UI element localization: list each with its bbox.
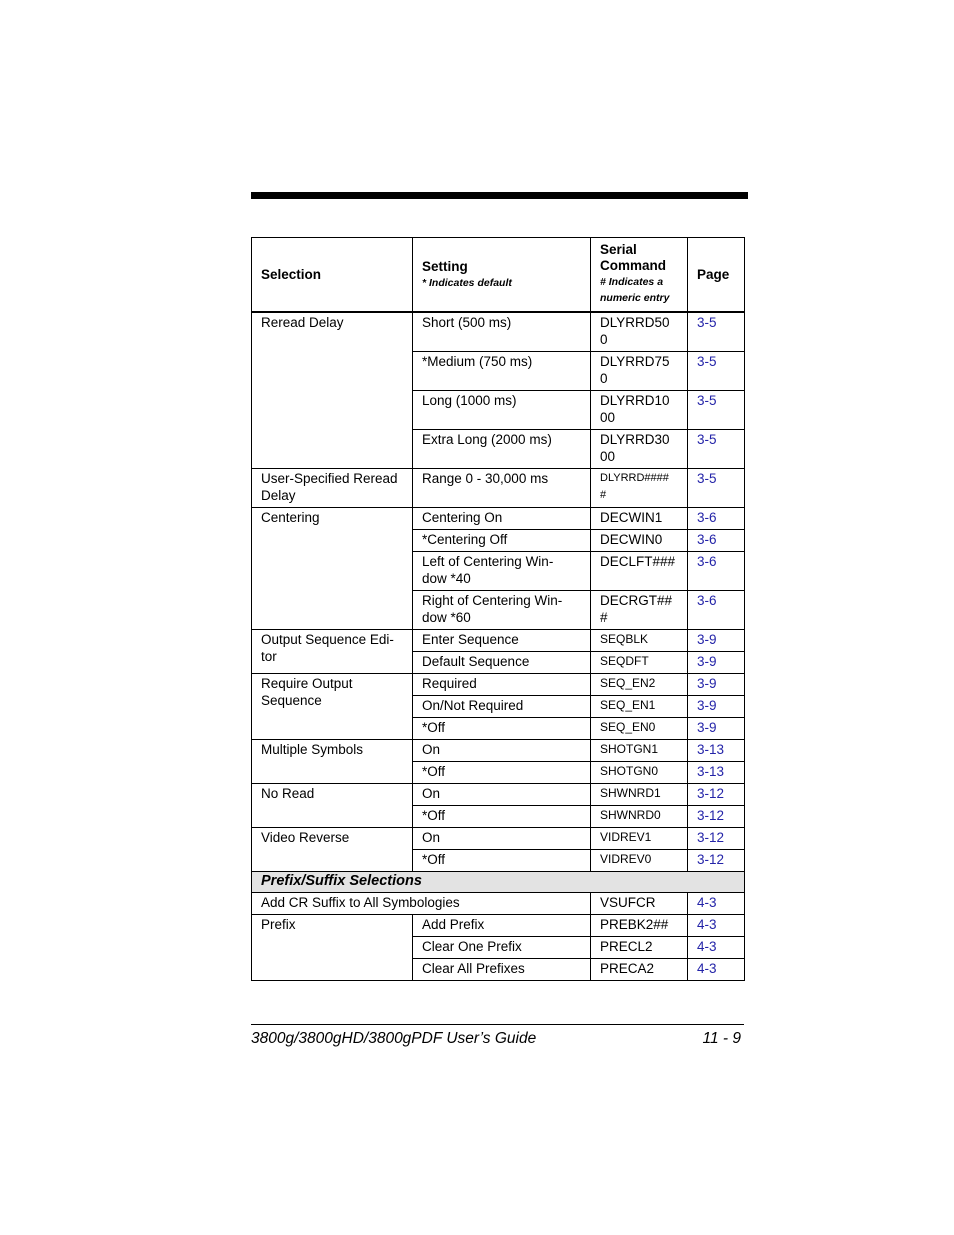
- command-cell: DLYRRD#### #: [591, 468, 688, 507]
- setting-cell: Clear One Prefix: [413, 936, 591, 958]
- command-cell: SEQ_EN1: [591, 695, 688, 717]
- table-row: [252, 673, 745, 695]
- page-link[interactable]: 3-9: [688, 695, 745, 717]
- page-link[interactable]: 3-5: [688, 468, 745, 507]
- footer-page-number: 11 - 9: [702, 1030, 741, 1047]
- command-cell: DECWIN1: [591, 507, 688, 529]
- command-cell: SHOTGN1: [591, 739, 688, 761]
- page-link[interactable]: 3-6: [688, 551, 745, 590]
- command-cell: DECRGT## #: [591, 590, 688, 629]
- command-cell: DLYRRD10 00: [591, 390, 688, 429]
- header-setting-note: * Indicates default: [422, 276, 512, 289]
- selection-cell: Multiple Symbols: [252, 739, 413, 783]
- page-link[interactable]: 3-12: [688, 805, 745, 827]
- setting-cell: On/Not Required: [413, 695, 591, 717]
- table-row: [252, 629, 745, 651]
- page-link[interactable]: 3-6: [688, 507, 745, 529]
- setting-cell: On: [413, 827, 591, 849]
- page-link[interactable]: 3-13: [688, 739, 745, 761]
- selection-cell: User-Specified Reread Delay: [252, 468, 413, 507]
- table-header-row: [252, 238, 745, 312]
- table-row: [252, 914, 745, 936]
- page-link[interactable]: 3-12: [688, 827, 745, 849]
- command-cell: VSUFCR: [591, 892, 688, 914]
- selection-cell: Prefix: [252, 914, 413, 980]
- setting-cell: On: [413, 783, 591, 805]
- setting-cell: Enter Sequence: [413, 629, 591, 651]
- header-serial-note: # Indicates a numeric entry: [600, 276, 670, 305]
- footer-guide-title: 3800g/3800gHD/3800gPDF User’s Guide: [251, 1030, 537, 1047]
- command-cell: SEQ_EN2: [591, 673, 688, 695]
- selection-cell: Centering: [252, 507, 413, 629]
- command-cell: PRECA2: [591, 958, 688, 980]
- table-row: [252, 507, 745, 529]
- section-header-row: [252, 871, 745, 892]
- table-row: [252, 892, 745, 914]
- command-cell: VIDREV1: [591, 827, 688, 849]
- section-title: Prefix/Suffix Selections: [252, 871, 745, 892]
- page-link[interactable]: 3-9: [688, 629, 745, 651]
- setting-cell: Default Sequence: [413, 651, 591, 673]
- setting-cell: On: [413, 739, 591, 761]
- selection-cell: Add CR Suffix to All Symbologies: [252, 892, 591, 914]
- page-link[interactable]: 3-6: [688, 529, 745, 551]
- page-link[interactable]: 3-5: [688, 390, 745, 429]
- table-row: [252, 468, 745, 507]
- setting-cell: Clear All Prefixes: [413, 958, 591, 980]
- page-link[interactable]: 3-12: [688, 849, 745, 871]
- page-link[interactable]: 3-13: [688, 761, 745, 783]
- setting-cell: *Centering Off: [413, 529, 591, 551]
- page-link[interactable]: 3-12: [688, 783, 745, 805]
- command-cell: DLYRRD30 00: [591, 429, 688, 468]
- page-link[interactable]: 4-3: [688, 958, 745, 980]
- command-cell: DECLFT###: [591, 551, 688, 590]
- page-link[interactable]: 4-3: [688, 914, 745, 936]
- setting-cell: *Off: [413, 805, 591, 827]
- command-cell: SEQ_EN0: [591, 717, 688, 739]
- command-cell: SEQDFT: [591, 651, 688, 673]
- footer-rule: [251, 1024, 744, 1025]
- page-link[interactable]: 4-3: [688, 892, 745, 914]
- setting-cell: *Off: [413, 761, 591, 783]
- selection-cell: Output Sequence Edi- tor: [252, 629, 413, 673]
- setting-cell: Required: [413, 673, 591, 695]
- command-cell: SHWNRD1: [591, 783, 688, 805]
- selection-cell: Require Output Sequence: [252, 673, 413, 739]
- page-link[interactable]: 3-5: [688, 351, 745, 390]
- setting-cell: *Medium (750 ms): [413, 351, 591, 390]
- top-rule: [251, 192, 748, 199]
- header-setting: [413, 238, 591, 312]
- table-row: [252, 827, 745, 849]
- command-cell: DLYRRD75 0: [591, 351, 688, 390]
- setting-cell: *Off: [413, 849, 591, 871]
- table-row: [252, 312, 745, 352]
- selection-cell: Video Reverse: [252, 827, 413, 871]
- page-link[interactable]: 3-5: [688, 429, 745, 468]
- command-cell: PRECL2: [591, 936, 688, 958]
- header-page: Page: [688, 238, 745, 312]
- page-link[interactable]: 3-6: [688, 590, 745, 629]
- header-serial-command: [591, 238, 688, 312]
- page-link[interactable]: 3-9: [688, 651, 745, 673]
- selection-cell: No Read: [252, 783, 413, 827]
- setting-cell: *Off: [413, 717, 591, 739]
- setting-cell: Short (500 ms): [413, 312, 591, 352]
- command-cell: SHWNRD0: [591, 805, 688, 827]
- table-row: [252, 783, 745, 805]
- setting-cell: Range 0 - 30,000 ms: [413, 468, 591, 507]
- table-row: [252, 739, 745, 761]
- serial-command-table: [251, 237, 745, 981]
- header-selection: Selection: [252, 238, 413, 312]
- setting-cell: Right of Centering Win- dow *60: [413, 590, 591, 629]
- header-serial-label: Serial Command: [600, 242, 667, 274]
- setting-cell: Long (1000 ms): [413, 390, 591, 429]
- command-cell: VIDREV0: [591, 849, 688, 871]
- setting-cell: Extra Long (2000 ms): [413, 429, 591, 468]
- command-cell: SEQBLK: [591, 629, 688, 651]
- page-link[interactable]: 3-9: [688, 717, 745, 739]
- header-setting-label: Setting: [422, 258, 468, 274]
- selection-cell: Reread Delay: [252, 312, 413, 469]
- command-cell: DECWIN0: [591, 529, 688, 551]
- page-link[interactable]: 3-5: [688, 312, 745, 352]
- command-cell: DLYRRD50 0: [591, 312, 688, 352]
- page-link[interactable]: 4-3: [688, 936, 745, 958]
- command-cell: PREBK2##: [591, 914, 688, 936]
- setting-cell: Left of Centering Win- dow *40: [413, 551, 591, 590]
- page-link[interactable]: 3-9: [688, 673, 745, 695]
- setting-cell: Add Prefix: [413, 914, 591, 936]
- setting-cell: Centering On: [413, 507, 591, 529]
- command-cell: SHOTGN0: [591, 761, 688, 783]
